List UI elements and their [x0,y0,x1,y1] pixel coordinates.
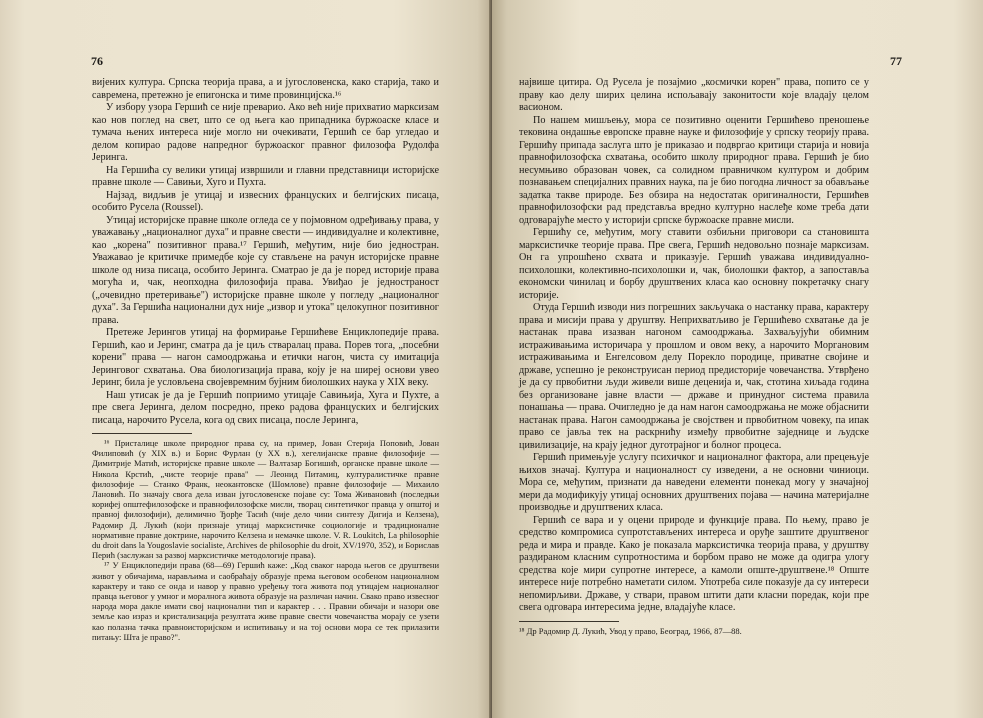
page-body [92,77,439,642]
paragraph: највише цитира. Од Русела је позајмио „космички корен" права, попито се у праву као делу ширих целина испољавају законитости које владају целом васионом. [519,77,869,113]
footnote-rule [92,433,192,434]
paragraph: вијених култура. Српска теорија права, а и југословенска, како старија, тако и савремена, претежно је епигонска и тиме провинцијска.¹⁶ [92,77,439,101]
paragraph: Најзад, видљив је утицај и извесних француских и белгијских писаца, особито Русела (Roussel). [92,189,439,213]
page-body [519,77,869,636]
page-number: 77 [890,54,902,68]
paragraph: По нашем мишљењу, мора се позитивно оценити Гершићево преношење тековина ондашње европске правне науке и филозофије у српску теорију права. Гершићу припада заслуга што је приказао и подвргао критици старија и новија правнофилозофска схватања, особито школу природног права. Гершић је био несумњиво образован човек, са солидном правничком културом и добрим познавањем специјалних правних наука, па је био погодна личност за обављање задатка такве природе. Без обзира на недостатак оригиналности, Гершићев правнофилозофски рад представља вредно културно наслеђе коме треба дати одговарајуће место у историји српске буржоаске правне мисли. [519,114,869,226]
page-number: 76 [91,54,103,68]
paragraph: Гершић примењује услугу психичког и националног фактора, али прецењује њихов значај. Култура и националност су изведени, а не основни чиниоци. Мора се, међутим, признати да наведени елементи понекад могу у значајној мери да модификују утицај основних друштвених појава — начина материјалне производње и друштвених класа. [519,452,869,513]
footnote: ¹⁸ Др Радомир Д. Лукић, Увод у право, Београд, 1966, 87—88. [519,625,742,636]
paragraph: У избору узора Гершић се није преварио. Ако већ није прихватио марксизам као нов поглед на свет, што се од њега као припадника буржоаске класе и тумача њених интереса није могло ни очекивати, Гершић се бар угледао и делом копирао радове напредног буржоаског правног филозофа Рудолфа Јеринга. [92,102,439,163]
footnote: ¹⁷ У Енциклопедији права (68—69) Гершић каже: „Код сваког народа његов се друштвени живот у обичајима, нарављима и саобраћају образује према његовом особеном националном карактеру и тако се онда и навор у правно уређењу тога живота под утицајем националног правца његовог у умног и моралнога живота образује на различан начин. Свако право извесног народа мора дакле имати свој национални тип и карактер . . . Правни обичаји и назори ове земље као израз и кристализација резултата живе правне свести човечанства морају се узети као полазна тачка правноисторијском и испитивању и на тој основи мора се тек прилазити питању: Шта је право?". [92,560,439,642]
footnotes [519,626,869,636]
paragraph: На Гершића су велики утицај извршили и главни представници историјске правне школе — Савињи, Хуго и Пухта. [92,164,439,188]
paragraph: Претеже Јерингов утицај на формирање Гершићеве Енциклопедије права. Гершић, као и Јеринг, сматра да је циљ стваралац права. Порев тога, „посебни корени" права — нагон самоодржања и етички нагон, чиста су имитација Јеринговог схватања. Ова биологизација права, коју је на ширеј основи увео Јеринг, била је условљена својевремним бујним биолошких наука у XIX веку. [92,327,439,388]
paragraph: Наш утисак је да је Гершић поприимо утицаје Савињија, Хуга и Пухте, а пре свега Јеринга, делом посредно, преко радова француских и белгијских писаца, нарочито Русела, кога од свих писаца, после Јеринга, [92,389,439,426]
footnotes [92,438,439,642]
paragraph: Гершић се вара и у оцени природе и функције права. По њему, право је средство компромиса супротстављених интереса и оруђе заштите друштвеног реда и мира и правде. Како је показала марксистичка теорија права, у друштву раздираном класним супротностима и борбом право не може да одигра улогу средства које мири супротне интересе, а камоли опште-друштвене.¹⁸ Опште интересе није потребно наметати силом. Употреба силе показује да су интереси непомирљиви. Државе, у ствари, правом штити дати класни поредак, који пре свега одговара интересима једне, владајуће класе. [519,514,869,613]
paragraph: Утицај историјске правне школе огледа се у појмовном одређивању права, у уважавању „националног духа" и правне свести — индивидуалне и колективне, као „корена" позитивног права.¹⁷ Гершић, међутим, није био једностран. Уважавао је критичке примедбе које су стављене на рачун историјске правне школе од низа писаца, особито Јеринга. Сматрао је да је поред историје права могућа и, чак, неопходна филозофија права. Увиђао је једностраност („очевидно претеривање") историјске правне школе у погледу „националног духа". За Гершића национални дух није „извор и утока" целокупног позитивног права. [92,214,439,326]
paragraph: Гершићу се, међутим, могу ставити озбиљни приговори са становишта марксистичке теорије права. Пре свега, Гершић недовољно познаје марксизам. Он га упрошћено схвата и приказује. Гершић уважава индивидуално-психолошки, колективно-психолошки и, чак, биолошки фактор, а запоставља економски чинилац и борбу друштвених класа као основну покретачку снагу историје. [519,227,869,301]
paragraph: Отуда Гершић изводи низ погрешних закључака о настанку права, карактеру права и мисији права у друштву. Неприхватљиво је Гершићево схватање да је настанак права изазван нагоном самоодржања. Захваљујући обимним истраживањима историчара у прошлом и овом веку, а нарочито Моргановим истраживањима и Енгелсовом делу Порекло породице, приватне својине и државе, успешно је реконструисан период предисторије човечанства. Утврђено је да су првобитни људи живели више деценија и, чак, стотина хиљада година без организоване јавне власти — државе и принудног система правила понашања — права. Очигледно је да нам нагон самоодржања не може објаснити настанак права. Нагон самоодржања је својствен и првобитном човеку, па ипак право се јавља тек на раскрнићу између првобитне заједнице и људске цивилизације, на крају једног дуготрајног и болног процеса. [519,302,869,451]
right-page [492,0,983,718]
footnote-rule [519,621,619,622]
footnote: ¹⁶ Присталице школе природног права су, на пример, Јован Стерија Поповић, Јован Филиповић (у XIX в.) и Борис Фурлан (у XX в.), хегелијанске правне филозофије — Димитрије Матић, историјске правне школе — Валтазар Богишић, органске правне школе — Никола Крстић, „чисте теорије права" — Леонид Питамиц, културалистичке правне филозофије — Станко Франк, неокантовске (Шомлове) правне филозофије — Михаило Лановић. По значају свога дела изван југословенске појаве су: Тома Живановић (последњи корифеј општефилозофске и правнофилозофске мисли, творац синтетичког правца у општој и правној филозофији), делимично Ђорђе Тасић (чије дело чини синтезу Дигија и Келзена), Радомир Д. Лукић (који признаје утицај марксистичке социологије и традиционалне нормативне правне доктрине, нарочито Келзена и немачке школе. V. R. Loukitch, La philosophie du droit dans la Yougoslavie socialiste, Archives de philosophie du droit, XV/1970, 352), и Борислав Перић (заслужан за развој марксистичке методологије права). [92,438,439,561]
